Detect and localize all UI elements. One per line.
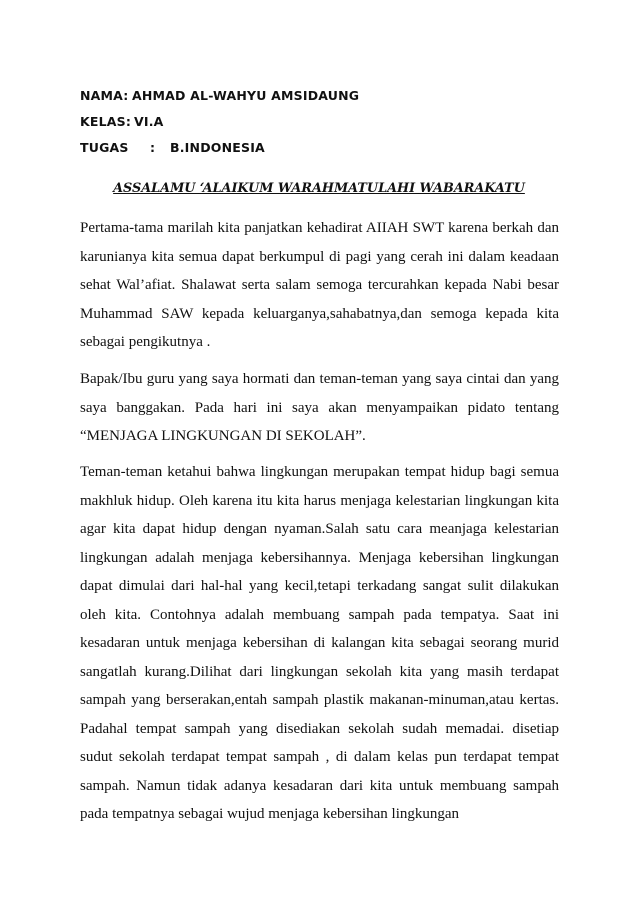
name-row	[80, 82, 359, 108]
task-row	[80, 134, 359, 160]
paragraph-body: Teman-teman ketahui bahwa lingkungan merupakan tempat hidup bagi semua makhluk hidup. Oleh karena itu kita harus menjaga kelestarian lingkungan kita agar kita dapat hidup dengan nyaman.Salah satu cara meanjaga kelestarian lingkungan adalah menjaga kebersihannya. Menjaga kebersihan lingkungan dapat dimulai dari hal-hal yang kecil,tetapi terkadang sangat sulit dilakukan oleh kita. Contohnya adalah membuang sampah pada tempatya. Saat ini kesadaran untuk menjaga kebersihan di kalangan kita sebagai seorang murid sangatlah kurang.Dilihat dari lingkungan sekolah kita yang masih terdapat sampah yang berserakan,entah sampah plastik makanan-minuman,atau kertas. Padahal tempat sampah yang disediakan sekolah sudah memadai. disetiap sudut sekolah terdapat tempat sampah , di dalam kelas pun terdapat tempat sampah. Namun tidak adanya kesadaran dari kita untuk membuang sampah pada tempatnya sebagai wujud menjaga kebersihan lingkungan	[80, 464, 559, 822]
class-value: VI.A	[134, 113, 164, 129]
class-label: KELAS:	[80, 113, 132, 129]
paragraph-opening: Pertama-tama marilah kita panjatkan kehadirat AIIAH SWT karena berkah dan karunianya kita semua dapat berkumpul di pagi yang cerah ini dalam keadaan sehat Wal’afiat. Shalawat serta salam semoga tercurahkan kepada Nabi besar Muhammad SAW kepada keluarganya,sahabatnya,dan semoga kepada kita sebagai pengikutnya .	[80, 220, 559, 350]
task-value: B.INDONESIA	[170, 139, 265, 155]
student-header	[80, 82, 359, 160]
task-label: TUGAS	[80, 139, 129, 155]
class-row	[80, 108, 359, 134]
greeting-title: ASSALAMU ‘ALAIKUM WARAHMATULAHI WABARAKATU	[113, 181, 525, 196]
task-separator: :	[150, 139, 156, 155]
name-label: NAMA:	[80, 87, 129, 103]
name-value: AHMAD AL-WAHYU AMSIDAUNG	[132, 87, 360, 103]
paragraph-address: Bapak/Ibu guru yang saya hormati dan teman-teman yang saya cintai dan yang saya banggakan. Pada hari ini saya akan menyampaikan pidato tentang “MENJAGA LINGKUNGAN DI SEKOLAH”.	[80, 371, 559, 444]
